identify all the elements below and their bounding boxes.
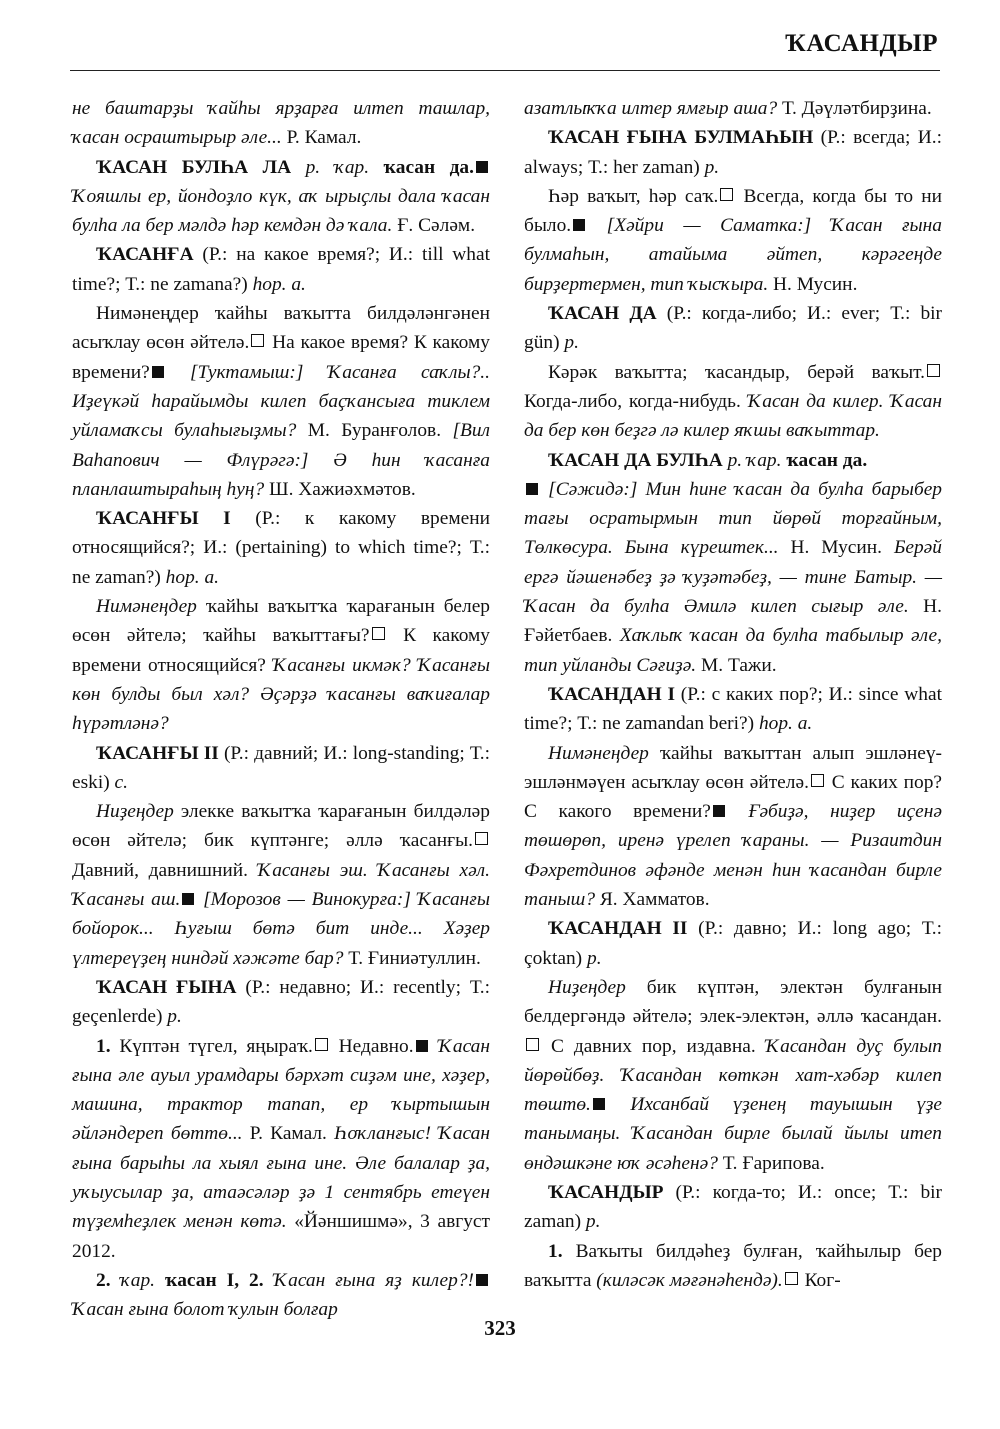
entry-text: ҡар.: [747, 449, 782, 471]
entry-text: М. Буранғолов.: [296, 420, 453, 442]
entry-text: (Р.: недавно; И.: recently; Т.: geçenlerde): [72, 976, 490, 1028]
entry-text: Давний, давнишний.: [72, 859, 258, 881]
dictionary-entry: [524, 1178, 942, 1237]
entry-text: [Вил Ваһапович — Флүрәгә:] Ә һин ҡасанға планлаштыраһың һуң?: [72, 420, 490, 500]
headword: ҠАСАН ДА БУЛҺА: [548, 449, 723, 471]
entry-text: р.: [587, 947, 602, 969]
headword: ҠАСАНҒА: [96, 244, 194, 266]
dictionary-entry: [524, 123, 942, 182]
entry-paragraph: [524, 182, 942, 299]
headword: ҡасан да.: [369, 156, 474, 178]
entry-text: Когда-либо, когда-нибудь.: [524, 390, 748, 412]
entry-text: Всегда, когда бы то ни было.: [524, 185, 942, 237]
entry-text: (Р.: давний; И.: long-standing; Т.: eski): [72, 742, 491, 793]
headword: ҠАСАНДЫР: [548, 1181, 664, 1203]
dictionary-entry: [524, 446, 942, 475]
entry-text: «Йәншишмә», 3 август 2012.: [72, 1211, 490, 1262]
entry-text: р.: [704, 156, 720, 178]
entry-text: Ҡасандан дуҫ булып йөрөйбөҙ. Ҡасандан көткән хат-хәбәр килеп төштө.: [524, 1035, 942, 1116]
left-column: [72, 94, 490, 1324]
entry-paragraph: [72, 299, 490, 504]
entry-paragraph: [524, 475, 942, 680]
entry-text: Ш. Хажиәхмәтов.: [264, 478, 416, 500]
entry-text: Т. Дәүләтбирҙина.: [777, 98, 932, 119]
entry-text: Ког-: [799, 1269, 841, 1291]
entry-paragraph: [524, 739, 942, 915]
entry-text: һор. а.: [758, 713, 813, 735]
entry-paragraph: [72, 592, 490, 738]
entry-text: ҡайһы ваҡыттан алып эшләнеү-эшләнмәүен асыҡлау өсөн әйтелә.: [524, 742, 942, 793]
headword: ҠАСАНҒЫ II: [96, 742, 219, 764]
dictionary-entry: [524, 299, 942, 358]
dictionary-entry: [72, 240, 490, 299]
russian-translation-marker-icon: [475, 832, 488, 845]
entry-text: Ихсанбай үҙенең тауышын үҙе танымаңы. Ҡасандан бирле былай йылы итеп өндәшкәне юҡ әсәһенә?: [524, 1094, 942, 1174]
entry-text: 1.: [96, 1035, 111, 1057]
entry-text: 1.: [548, 1240, 563, 1262]
entry-text: һор. а.: [165, 566, 219, 588]
entry-text: Ваҡыты билдәһеҙ булған, ҡайһылыр бер ваҡытта: [524, 1240, 942, 1291]
entry-text: Ҡасанғы икмәк? Ҡасанғы көн булды был хәл? Әҫәрҙә ҡасанғы ваҡиғалар һүрәтләнә?: [72, 654, 490, 735]
entry-text: с.: [114, 771, 129, 793]
headword: ҠАСАН ДА: [548, 303, 657, 325]
example-marker-icon: [476, 1274, 488, 1286]
entry-text: Берәй ергә йәшенәбеҙ ҙә ҡуҙәтәбеҙ, — тине Батыр. — Ҡасан да булһа Әмилә килеп сығыр әле.: [524, 537, 942, 618]
entry-paragraph: [524, 973, 942, 1178]
entry-text: р.: [585, 1211, 601, 1233]
entry-text: Ҡасан ғына яҙ килер?!: [263, 1269, 474, 1291]
entry-text: Һоҡланғыс! Ҡасан ғына барыһы ла хыял ғына ине. Әле балалар ҙа, уҡыусылар ҙа, атаәсәләр ҙә 1 сентябрь етеүен түҙемһеҙлек менән көтә.: [72, 1123, 490, 1233]
entry-text: Ҡасанғы эш. Ҡасанғы хәл. Ҡасанғы аш.: [72, 859, 490, 911]
entry-text: Һәр ваҡыт, һәр саҡ.: [548, 185, 719, 207]
header-rule: [70, 70, 940, 71]
entry-text: һор. а.: [252, 273, 306, 295]
russian-translation-marker-icon: [785, 1272, 798, 1285]
entry-text: К какому времени относящийся?: [72, 625, 490, 676]
page-number: 323: [484, 1316, 516, 1340]
entry-text: (Р.: когда-то; И.: once; Т.: bir zaman): [524, 1181, 942, 1233]
entry-text: Нимәнеңдер: [548, 742, 649, 764]
example-marker-icon: [416, 1040, 428, 1052]
entry-text: р.: [167, 1006, 182, 1028]
entry-text: Ниҙеңдер: [96, 801, 174, 823]
entry-text: Нимәнеңдер: [96, 596, 197, 618]
example-marker-icon: [713, 805, 725, 817]
entry-text: [Туктамыш:] Ҡасанға саҡлы?.. Иҙеүкәй һарайымды килеп баҫҡансыға тиклем уйламаҡсы булаһығыҙмы?: [72, 361, 490, 442]
entry-text: Ғәбиҙә, ниҙер иҫенә төшөрөп, иренә үрелеп ҡараны. — Ризаитдин Фәхретдинов әфәнде менән һин ҡасандан бирле таныш?: [524, 801, 942, 911]
headword: ҡасан да.: [781, 449, 868, 471]
entry-text: р.: [564, 332, 579, 354]
entry-text: М. Тажи.: [696, 654, 777, 676]
entry-text: Н. Мусин.: [778, 537, 894, 559]
entry-text: Ҡояшлы ер, йондоҙло күк, аҡ ырыҫлы дала ҡасан булһа ла бер мәлдә һәр кемдән дә ҡала.: [72, 185, 490, 237]
russian-translation-marker-icon: [251, 334, 264, 347]
entry-paragraph: [72, 94, 490, 153]
entry-paragraph: [524, 358, 942, 446]
headword: ҠАСАНДАН II: [548, 918, 688, 940]
dictionary-entry: [72, 153, 490, 241]
russian-translation-marker-icon: [526, 1038, 539, 1051]
headword: ҡасан I, 2.: [155, 1269, 264, 1291]
entry-text: С давних пор, издавна.: [541, 1035, 766, 1057]
russian-translation-marker-icon: [811, 774, 824, 787]
dictionary-entry: [72, 739, 490, 798]
entry-text: бик күптән, электән булғанын белдергәндә әйтелә; элек-электән, әллә ҡасандан.: [524, 976, 942, 1028]
example-marker-icon: [152, 366, 164, 378]
headword: ҠАСАНҒЫ I: [96, 508, 231, 530]
entry-text: Ниҙеңдер: [548, 976, 626, 998]
entry-text: (Р.: всегда; И.: always; Т.: her zaman): [524, 127, 942, 178]
entry-paragraph: [524, 94, 942, 123]
entry-text: р.: [722, 449, 748, 471]
right-column: [524, 94, 942, 1295]
entry-text: Я. Хамматов.: [595, 889, 710, 911]
entry-text: Р. Камал.: [242, 1123, 335, 1145]
entry-paragraph: [72, 1032, 490, 1266]
russian-translation-marker-icon: [372, 627, 385, 640]
entry-text: р.: [291, 156, 335, 178]
entry-text: (Р.: с каких пор?; И.: since what time?; Т.: ne zamandan beri?): [524, 683, 942, 735]
entry-text: Недавно.: [329, 1035, 414, 1057]
headword: ҠАСАН ҒЫНА БУЛМАҺЫН: [548, 127, 814, 149]
headword: ҠАСАНДАН I: [548, 683, 675, 705]
entry-text: Т. Ғиниәтуллин.: [343, 947, 481, 969]
entry-text: (киләсәк мәғәнәһендә).: [596, 1269, 783, 1291]
entry-paragraph: [524, 1237, 942, 1296]
dictionary-entry: [524, 680, 942, 739]
dictionary-entry: [524, 914, 942, 973]
entry-text: Күптән түгел, яңыраҡ.: [110, 1035, 313, 1057]
russian-translation-marker-icon: [927, 364, 940, 377]
entry-text: Н. Ғәйетбаев.: [524, 596, 943, 647]
example-marker-icon: [593, 1098, 605, 1110]
headword: ҠАСАН ҒЫНА: [96, 976, 237, 998]
entry-text: не баштарҙы ҡайһы ярҙарға илтеп ташлар, ҡасан осраштырыр әле...: [72, 98, 490, 149]
entry-text: азатлыҡҡа илтер ямғыр аша?: [524, 98, 778, 119]
example-marker-icon: [573, 219, 585, 231]
entry-text: Ҡасан ғына болот ҡулын болғар: [72, 1299, 338, 1321]
entry-text: Н. Мусин.: [768, 273, 858, 295]
entry-text: С каких пор? С какого времени?: [524, 771, 943, 823]
entry-text: Ҡасан да килер. Ҡасан да бер көн беҙгә лә килер яҡшы ваҡыттар.: [524, 390, 942, 442]
entry-text: (Р.: на какое время?; И.: till what time?; Т.: ne zamana?): [72, 244, 490, 295]
entry-text: Хаҡлыҡ ҡасан да булһа табылыр әле, тип уйланды Сәғиҙә.: [524, 625, 942, 676]
entry-text: Нимәнеңдер ҡайһы ваҡытта билдәләнгәнен асыҡлау өсөн әйтелә.: [72, 303, 490, 354]
entry-text: Ғ. Сәләм.: [392, 215, 476, 237]
entry-text: На какое время? К какому времени?: [72, 332, 490, 383]
example-marker-icon: [526, 483, 538, 495]
headword: ҠАСАН БУЛҺА ЛА: [96, 156, 292, 178]
entry-text: (Р.: давно; И.: long ago; Т.: çoktan): [524, 918, 943, 969]
example-marker-icon: [476, 161, 488, 173]
entry-text: (Р.: когда-либо; И.: ever; Т.: bir gün): [524, 303, 943, 354]
entry-text: элекке ваҡытҡа ҡарағанын билдәләр өсөн әйтелә; бик күптәнге; әллә ҡасанғы.: [72, 801, 490, 852]
entry-text: ҡар.: [334, 156, 370, 178]
entry-text: Ҡасан ғына әле ауыл урамдары бәрхәт сиҙәм ине, хәҙер, машина, трактор тапап, ер ҡыртышын әйләндереп бөттө...: [72, 1035, 490, 1145]
russian-translation-marker-icon: [720, 188, 733, 201]
entry-text: [Морозов — Винокурға:] Ҡасанғы бойорок... Һуғыш бөтә бит инде... Хәҙер үлтереүҙең ниндәй хәжәте бар?: [72, 889, 491, 969]
entry-text: Кәрәк ваҡытта; ҡасандыр, берәй ваҡыт.: [548, 361, 925, 383]
dictionary-entry: [72, 973, 490, 1032]
entry-text: Т. Ғарипова.: [717, 1152, 825, 1174]
example-marker-icon: [182, 893, 194, 905]
entry-text: [Сәжидә:] Мин һине ҡасан да булһа барыбер тағы осратырмын тип йөрөй торғайным, Төлкөсура. Бына күрештек...: [524, 478, 942, 559]
entry-text: 2.: [96, 1269, 111, 1291]
entry-text: ҡайһы ваҡытҡа ҡарағанын белер өсөн әйтелә; ҡайһы ваҡыттағы?: [72, 596, 490, 647]
russian-translation-marker-icon: [315, 1038, 328, 1051]
entry-text: Р. Камал.: [281, 127, 362, 149]
entry-text: (Р.: к какому времени относящийся?; И.: (pertaining) to which time?; Т.: ne zaman?): [72, 508, 490, 588]
entry-paragraph: [72, 797, 490, 973]
entry-text: ҡар.: [110, 1269, 156, 1291]
dictionary-entry: [72, 504, 490, 592]
entry-text: [Хәйри — Саматка:] Ҡасан ғына булмаһын, атайыма әйтеп, кәрәгеңде бирҙертермен, тип ҡысҡыра.: [524, 215, 942, 295]
running-header: ҠАСАНДЫР: [785, 30, 938, 57]
